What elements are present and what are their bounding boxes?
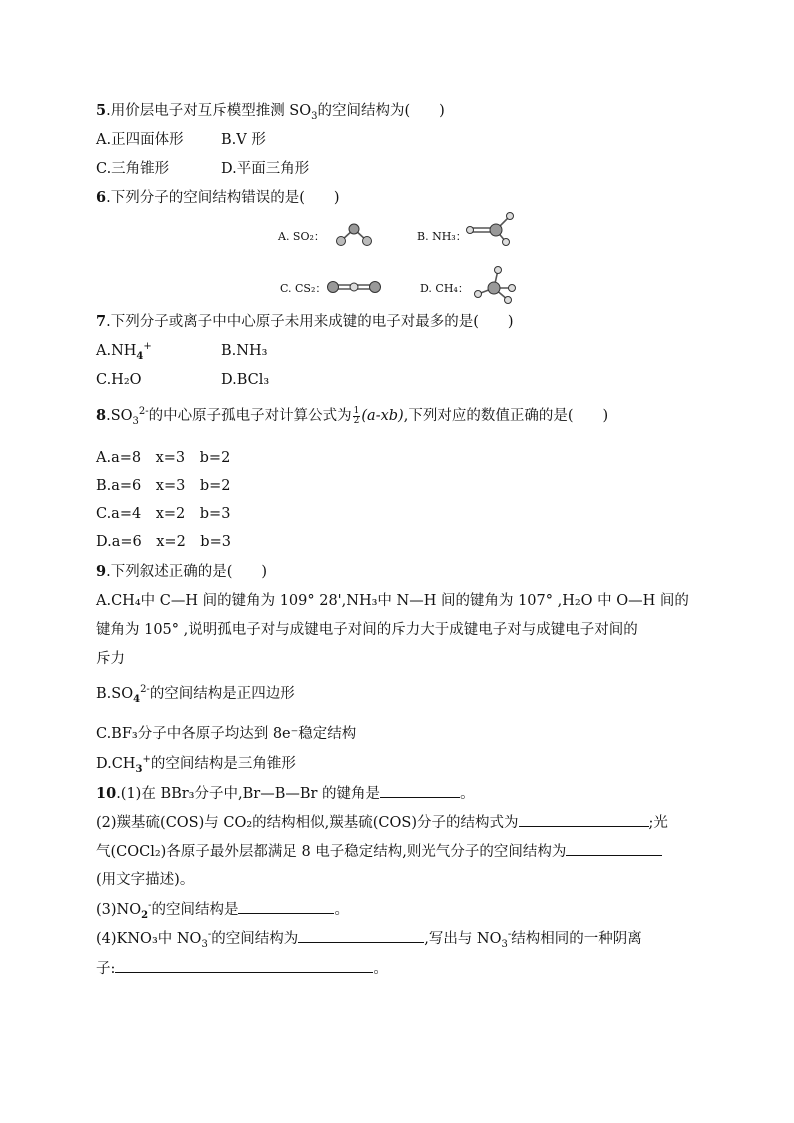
q7-option-a: $A.NH_4^+$ — [96, 341, 152, 362]
question-5-stem: 5.用价层电子对互斥模型推测 $SO_3$的空间结构为( ) — [96, 102, 445, 122]
q5-option-c: C.三角锥形 — [96, 161, 170, 177]
q7-option-c: C.H₂O — [96, 372, 142, 388]
nh3-molecule-diagram — [466, 210, 518, 250]
q8-option-d: D.a=6 x=2 b=3 — [96, 534, 231, 550]
answer-blank-4[interactable] — [238, 899, 334, 914]
q6-label-a: A. SO₂： — [278, 230, 325, 243]
cs2-molecule-diagram — [326, 279, 382, 295]
fraction-one-half: $\frac{1}{2}$ — [353, 405, 360, 426]
q8-option-b: B.a=6 x=3 b=2 — [96, 478, 231, 494]
so2-molecule-diagram — [332, 222, 376, 250]
q9-option-c: C.BF₃分子中各原子均达到 8e⁻稳定结构 — [96, 726, 357, 742]
question-10-part-2-line3: (用文字描述)。 — [96, 872, 195, 888]
q9-option-a-line3: 斥力 — [96, 651, 125, 667]
q9-option-d: $D.CH_3^+$的空间结构是三角锥形 — [96, 754, 296, 775]
q8-option-c: C.a=4 x=2 b=3 — [96, 506, 231, 522]
q6-label-c: C. CS₂： — [280, 282, 327, 295]
answer-blank-5[interactable] — [298, 928, 424, 943]
q9-option-b: $B.SO_4^{2-}$的空间结构是正四边形 — [96, 684, 295, 705]
q5-option-d: D.平面三角形 — [221, 161, 310, 177]
question-7-stem: 7.下列分子或离子中中心原子未用来成键的电子对最多的是( ) — [96, 313, 514, 330]
question-8-stem: $8.SO_3^{2-}$的中心原子孤电子对计算公式为 $\frac{1}{2}$ (a-xb),下列对应的数值正确的是( ) — [96, 405, 609, 427]
question-10-part-2-line2: 气(COCl₂)各原子最外层都满足 8 电子稳定结构,则光气分子的空间结构为 — [96, 841, 662, 862]
q5-option-b: B.V 形 — [221, 132, 266, 148]
question-10-part-4-line2: 子: 。 — [96, 958, 388, 979]
answer-blank-6[interactable] — [115, 958, 373, 973]
question-10-part-1: 10.(1)在 BBr₃分子中,Br—B—Br 的键角是 。 — [96, 785, 475, 802]
q8-option-a: A.a=8 x=3 b=2 — [96, 450, 231, 466]
q9-option-a-line2: 键角为 105° ,说明孤电子对与成键电子对间的斥力大于成键电子对与成键电子对间的 — [96, 622, 638, 638]
answer-blank-1[interactable] — [380, 783, 460, 798]
question-10-part-3: $(3)NO_2^-$的空间结构是 。 — [96, 900, 349, 921]
question-10-part-2-line1: (2)羰基硫(COS)与 CO₂的结构相似,羰基硫(COS)分子的结构式为 ;光 — [96, 812, 668, 833]
answer-blank-3[interactable] — [566, 841, 662, 856]
q7-option-d: D.BCl₃ — [221, 372, 270, 388]
q7-option-b: B.NH₃ — [221, 343, 268, 359]
question-10-part-4-line1: (4)KNO₃中 $NO_3^-$的空间结构为 ,写出与 $NO_3^-$结构相同的一种阴离 — [96, 929, 642, 950]
question-6-stem: 6.下列分子的空间结构错误的是( ) — [96, 189, 340, 206]
q6-label-d: D. CH₄： — [420, 282, 469, 295]
ch4-molecule-diagram — [472, 264, 520, 308]
answer-blank-2[interactable] — [519, 812, 649, 827]
q5-option-a: A.正四面体形 — [96, 132, 184, 148]
q9-option-a-line1: A.CH₄中 C—H 间的键角为 109° 28',NH₃中 N—H 间的键角为 107° ,H₂O 中 O—H 间的 — [96, 593, 689, 609]
question-9-stem: 9.下列叙述正确的是( ) — [96, 563, 268, 580]
q6-label-b: B. NH₃： — [417, 230, 467, 243]
